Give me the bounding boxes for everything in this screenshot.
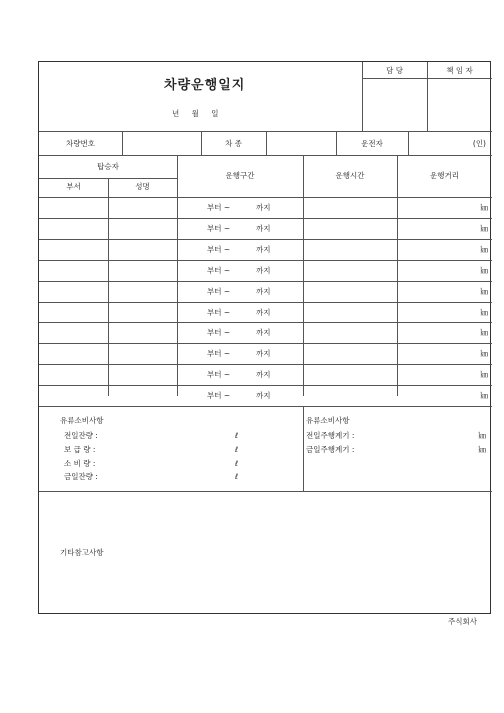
company-name: 주식회사 xyxy=(448,617,477,626)
dept-cell[interactable] xyxy=(40,303,108,322)
approval-in-charge-label: 담 당 xyxy=(386,66,403,75)
km-unit: ㎞ xyxy=(478,431,486,440)
notes-field[interactable] xyxy=(40,492,491,613)
table-row xyxy=(39,281,492,302)
section-to: 까지 xyxy=(256,328,271,337)
distance-unit: ㎞ xyxy=(480,308,488,317)
section-from: 부터 ~ xyxy=(207,287,231,296)
section-to: 까지 xyxy=(256,203,271,212)
vehicle-type-label: 차 종 xyxy=(225,139,242,148)
approval-manager-sign-box[interactable] xyxy=(428,79,491,131)
section-to: 까지 xyxy=(256,308,271,317)
prev-balance-label: 전일잔량 : xyxy=(64,431,98,440)
name-cell[interactable] xyxy=(109,386,177,405)
table-row xyxy=(39,239,492,260)
section-from: 부터 ~ xyxy=(207,224,231,233)
liter-unit: ℓ xyxy=(235,445,239,454)
km-unit: ㎞ xyxy=(478,445,486,454)
dept-cell[interactable] xyxy=(40,261,108,280)
time-cell[interactable] xyxy=(304,365,397,384)
vehicle-type-field[interactable] xyxy=(267,132,336,155)
time-cell[interactable] xyxy=(304,303,397,322)
liter-unit: ℓ xyxy=(235,431,239,440)
dept-cell[interactable] xyxy=(40,198,108,217)
section-to: 까지 xyxy=(256,266,271,275)
time-cell[interactable] xyxy=(304,219,397,238)
fuel-right-heading: 유류소비사항 xyxy=(306,416,350,425)
table-row xyxy=(39,197,492,218)
table-row xyxy=(39,218,492,239)
section-from: 부터 ~ xyxy=(207,308,231,317)
section-from: 부터 ~ xyxy=(207,203,231,212)
table-row xyxy=(39,302,492,323)
notes-label: 기타참고사항 xyxy=(60,548,104,557)
dept-cell[interactable] xyxy=(40,323,108,342)
table-row xyxy=(39,343,492,364)
distance-unit: ㎞ xyxy=(480,349,488,358)
name-cell[interactable] xyxy=(109,240,177,259)
section-to: 까지 xyxy=(256,287,271,296)
time-cell[interactable] xyxy=(304,240,397,259)
name-cell[interactable] xyxy=(109,303,177,322)
liter-unit: ℓ xyxy=(235,459,239,468)
section-to: 까지 xyxy=(256,370,271,379)
fuel-section-divider xyxy=(303,406,304,491)
date-line: 년 월 일 xyxy=(172,109,219,118)
time-cell[interactable] xyxy=(304,386,397,405)
col-section: 운행구간 xyxy=(225,171,255,180)
distance-unit: ㎞ xyxy=(480,391,488,400)
name-cell[interactable] xyxy=(109,261,177,280)
section-from: 부터 ~ xyxy=(207,266,231,275)
distance-unit: ㎞ xyxy=(480,224,488,233)
time-cell[interactable] xyxy=(304,282,397,301)
dept-cell[interactable] xyxy=(40,219,108,238)
col-distance: 운행거리 xyxy=(430,171,459,180)
col-passenger: 탑승자 xyxy=(97,162,119,171)
col-name: 성명 xyxy=(135,182,150,191)
form-title: 차량운행일지 xyxy=(164,78,246,93)
fuel-left-heading: 유류소비사항 xyxy=(60,416,104,425)
dept-cell[interactable] xyxy=(40,282,108,301)
distance-unit: ㎞ xyxy=(480,370,488,379)
table-row xyxy=(39,364,492,385)
vehicle-no-label: 차량번호 xyxy=(66,139,95,148)
name-cell[interactable] xyxy=(109,344,177,363)
dept-cell[interactable] xyxy=(40,240,108,259)
name-cell[interactable] xyxy=(109,323,177,342)
time-cell[interactable] xyxy=(304,261,397,280)
table-top xyxy=(39,155,492,156)
distance-unit: ㎞ xyxy=(480,328,488,337)
time-cell[interactable] xyxy=(304,198,397,217)
section-to: 까지 xyxy=(256,391,271,400)
time-cell[interactable] xyxy=(304,323,397,342)
liter-unit: ℓ xyxy=(235,472,239,481)
dept-cell[interactable] xyxy=(40,365,108,384)
section-to: 까지 xyxy=(256,224,271,233)
section-to: 까지 xyxy=(256,245,271,254)
table-row xyxy=(39,260,492,281)
supply-label: 보 급 량 : xyxy=(64,445,96,454)
distance-unit: ㎞ xyxy=(480,266,488,275)
prev-odometer-label: 전일주행계기 : xyxy=(306,431,355,440)
section-from: 부터 ~ xyxy=(207,391,231,400)
col-dept: 부서 xyxy=(66,182,81,191)
fuel-section-top xyxy=(39,406,492,407)
name-cell[interactable] xyxy=(109,282,177,301)
dept-cell[interactable] xyxy=(40,386,108,405)
distance-unit: ㎞ xyxy=(480,203,488,212)
distance-unit: ㎞ xyxy=(480,287,488,296)
col-time: 운행시간 xyxy=(335,171,365,180)
time-cell[interactable] xyxy=(304,344,397,363)
today-odometer-label: 금일주행계기 : xyxy=(306,445,355,454)
vehicle-log-form xyxy=(38,61,491,614)
name-cell[interactable] xyxy=(109,219,177,238)
section-from: 부터 ~ xyxy=(207,349,231,358)
approval-in-charge-sign-box[interactable] xyxy=(363,79,427,131)
vehicle-no-field[interactable] xyxy=(123,132,201,155)
section-from: 부터 ~ xyxy=(207,245,231,254)
section-from: 부터 ~ xyxy=(207,328,231,337)
name-cell[interactable] xyxy=(109,198,177,217)
today-balance-label: 금일잔량 : xyxy=(64,472,98,481)
seal-mark: (인) xyxy=(472,139,486,148)
section-from: 부터 ~ xyxy=(207,370,231,379)
dept-cell[interactable] xyxy=(40,344,108,363)
distance-unit: ㎞ xyxy=(480,245,488,254)
name-cell[interactable] xyxy=(109,365,177,384)
section-to: 까지 xyxy=(256,349,271,358)
consumption-label: 소 비 량 : xyxy=(64,459,96,468)
approval-manager-label: 책 임 자 xyxy=(446,66,473,75)
driver-label: 운전자 xyxy=(361,139,383,148)
table-row xyxy=(39,322,492,343)
table-row xyxy=(39,385,492,406)
